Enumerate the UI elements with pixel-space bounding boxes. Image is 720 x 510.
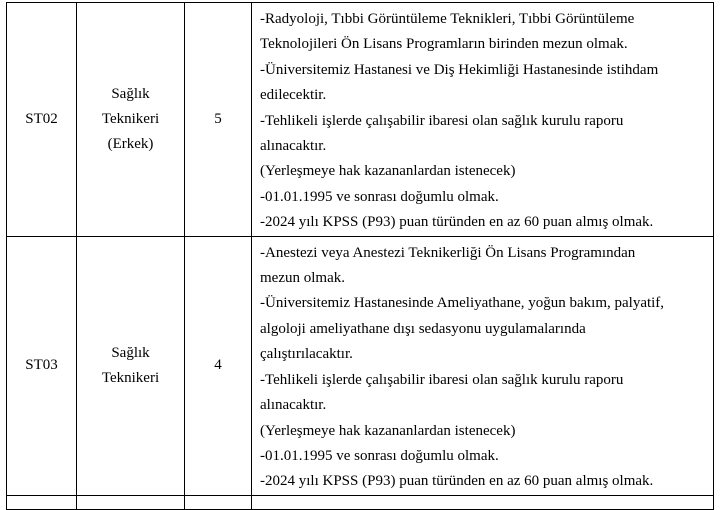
requirement-line: mezun olmak. (260, 270, 345, 287)
requirement-line: (Yerleşmeye hak kazananlardan istenecek) (260, 422, 516, 439)
requirement-line: -Üniversitemiz Hastanesinde Ameliyathane, yoğun bakım, palyatif, (260, 295, 665, 312)
position-code: ST03 (7, 236, 77, 495)
position-title (77, 236, 185, 495)
position-title-line: Sağlık (111, 344, 150, 361)
position-count: 5 (185, 3, 252, 237)
position-title-line: Teknikeri (101, 110, 160, 127)
requirement-line: çalıştırılacaktır. (260, 346, 353, 363)
position-code: ST02 (7, 3, 77, 237)
requirement-line: alınacaktır. (260, 397, 327, 414)
requirement-line: Teknolojileri Ön Lisans Programların birinden mezun olmak. (260, 36, 628, 53)
requirement-line: alınacaktır. (260, 138, 327, 155)
requirement-line: -Tehlikeli işlerde çalışabilir ibaresi olan sağlık kurulu raporu (260, 371, 624, 388)
empty-cell (252, 495, 714, 509)
position-title-line: Sağlık (111, 85, 150, 102)
requirement-line: -Radyoloji, Tıbbi Görüntüleme Teknikleri, Tıbbi Görüntüleme (260, 11, 635, 27)
position-requirements (252, 3, 714, 237)
table-row (7, 495, 714, 509)
requirement-line: -01.01.1995 ve sonrası doğumlu olmak. (260, 447, 499, 464)
position-title-line: (Erkek) (107, 135, 154, 152)
requirement-line: -Tehlikeli işlerde çalışabilir ibaresi olan sağlık kurulu raporu (260, 112, 624, 129)
requirement-line: -Üniversitemiz Hastanesi ve Diş Hekimliği Hastanesinde istihdam (260, 61, 659, 78)
requirement-line: -2024 yılı KPSS (P93) puan türünden en az 60 puan almış olmak. (260, 214, 654, 231)
table-row (7, 3, 714, 237)
positions-table (6, 2, 714, 510)
position-title-line: Teknikeri (101, 369, 160, 386)
requirement-line: -Anestezi veya Anestezi Teknikerliği Ön Lisans Programından (260, 244, 636, 261)
requirement-line: edilecektir. (260, 87, 327, 104)
empty-cell (77, 495, 185, 509)
empty-cell (185, 495, 252, 509)
requirement-line: (Yerleşmeye hak kazananlardan istenecek) (260, 163, 516, 180)
position-count: 4 (185, 236, 252, 495)
table-row (7, 236, 714, 495)
position-requirements (252, 236, 714, 495)
requirement-line: algoloji ameliyathane dışı sedasyonu uygulamalarında (260, 320, 586, 337)
position-title (77, 3, 185, 237)
requirement-line: -2024 yılı KPSS (P93) puan türünden en az 60 puan almış olmak. (260, 473, 654, 490)
requirement-line: -01.01.1995 ve sonrası doğumlu olmak. (260, 188, 499, 205)
empty-cell (7, 495, 77, 509)
